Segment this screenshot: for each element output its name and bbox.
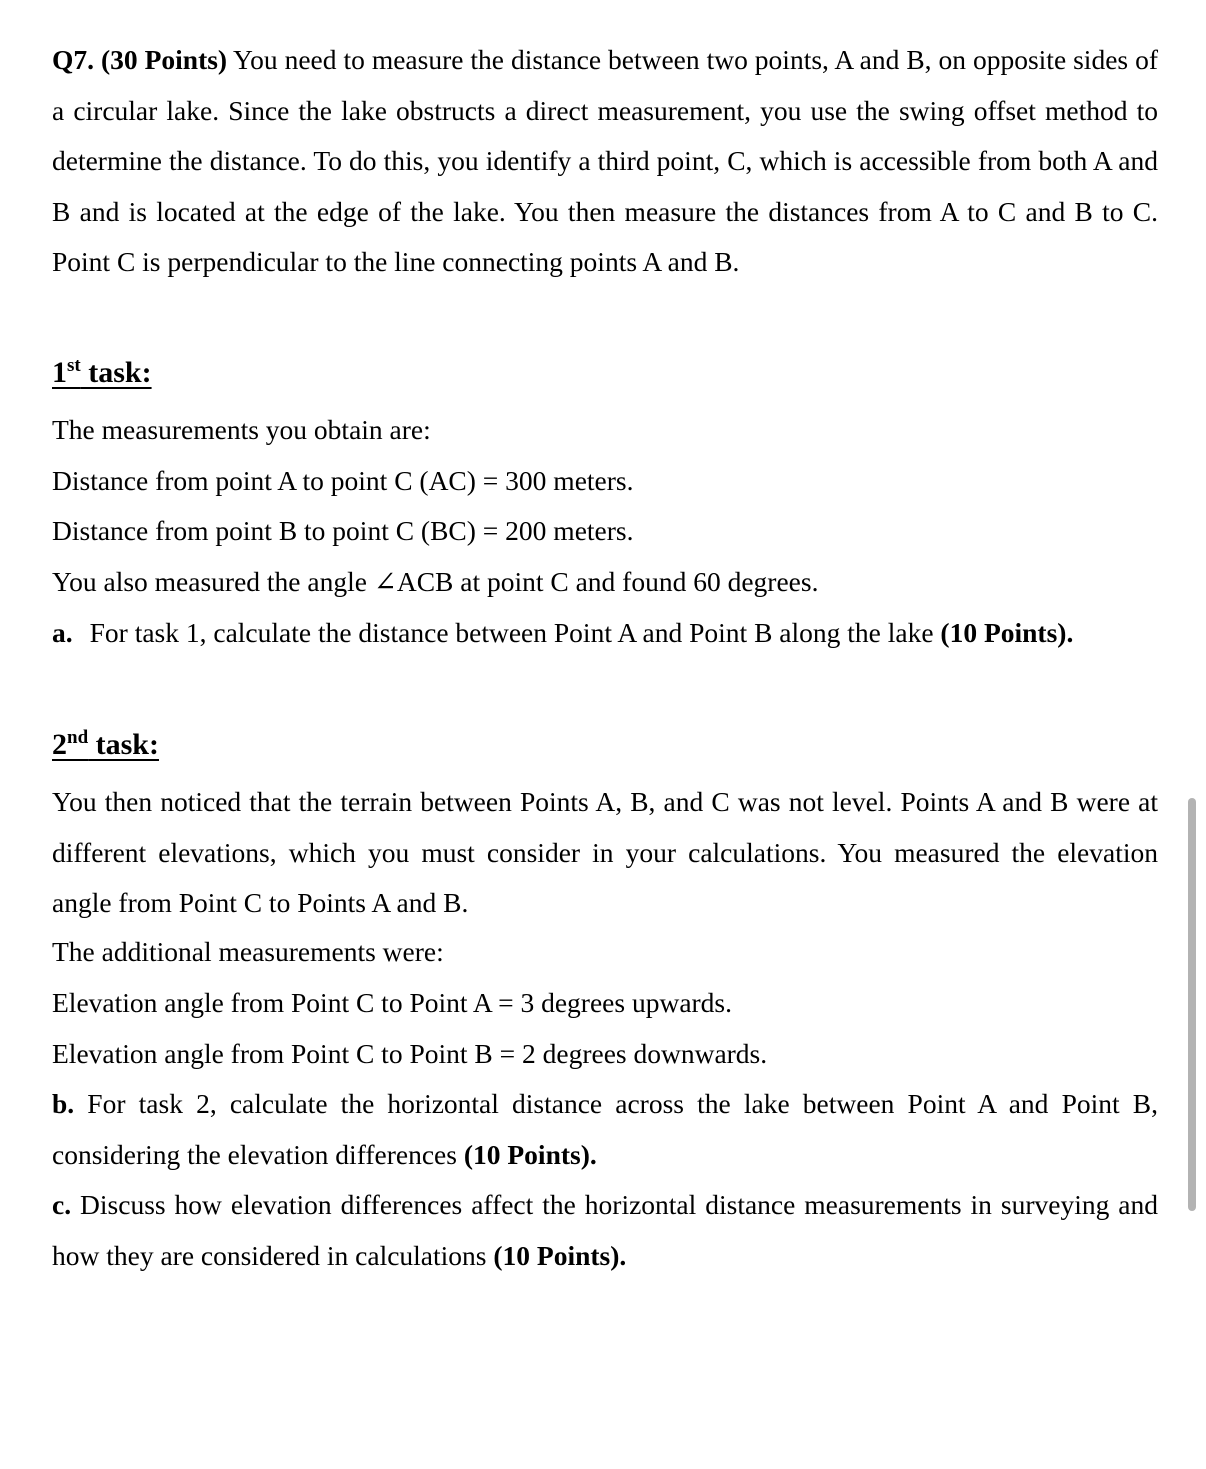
- part-c-text: Discuss how elevation differences affect the horizontal distance measurements in surveying and how they are considered in calculations: [52, 1189, 1158, 1271]
- part-c-points: (10 Points).: [493, 1239, 627, 1271]
- vertical-scrollbar[interactable]: [1188, 798, 1196, 1211]
- task2-additional-measurements: The additional measurements were:: [52, 936, 444, 967]
- task2-heading-text: task:: [88, 728, 159, 761]
- part-a-label: a.: [52, 617, 73, 648]
- task2-heading-number: 2: [52, 728, 67, 761]
- part-b-points: (10 Points).: [463, 1138, 597, 1170]
- part-b-text: For task 2, calculate the horizontal distance across the lake between Point A and Point B, considering the elevation differences: [52, 1088, 1158, 1170]
- part-a-points: (10 Points).: [940, 617, 1074, 648]
- task1-bc-measurement: Distance from point B to point C (BC) = 200 meters.: [52, 515, 634, 546]
- task2-heading: [52, 725, 159, 765]
- question-label: Q7. (30 Points): [52, 44, 228, 75]
- task2-elevation-b: Elevation angle from Point C to Point B = 2 degrees downwards.: [52, 1038, 768, 1069]
- task1-intro: The measurements you obtain are:: [52, 414, 431, 445]
- part-b-label: b.: [52, 1088, 75, 1119]
- task1-heading-superscript: st: [67, 355, 81, 376]
- task2-heading-superscript: nd: [67, 727, 89, 748]
- part-a-text: For task 1, calculate the distance between Point A and Point B along the lake: [89, 617, 941, 648]
- task1-ac-measurement: Distance from point A to point C (AC) = 300 meters.: [52, 465, 634, 496]
- task1-heading: [52, 353, 152, 393]
- task2-part-c: [52, 1180, 1158, 1281]
- question-intro: [52, 35, 1158, 288]
- task2-part-b: [52, 1079, 1158, 1180]
- part-c-label: c.: [52, 1189, 72, 1220]
- task1-angle-measurement: You also measured the angle ∠ACB at point C and found 60 degrees.: [52, 566, 819, 597]
- task1-heading-number: 1: [52, 356, 67, 389]
- task1-part-a: [52, 613, 1073, 653]
- task1-heading-text: task:: [80, 356, 152, 389]
- task2-intro: You then noticed that the terrain between Points A, B, and C was not level. Points A and B were at different elevations, which you must consider in your calculations. You measured the elevation angle from Point C to Points A and B.: [52, 786, 1158, 918]
- question-text: You need to measure the distance between two points, A and B, on opposite sides of a circular lake. Since the lake obstructs a direct measurement, you use the swing offset method to determine the distance. To do this, you identify a third point, C, which is accessible from both A and B and is located at the edge of the lake. You then measure the distances from A to C and B to C. Point C is perpendicular to the line connecting points A and B.: [52, 44, 1158, 277]
- task2-elevation-a: Elevation angle from Point C to Point A = 3 degrees upwards.: [52, 987, 733, 1018]
